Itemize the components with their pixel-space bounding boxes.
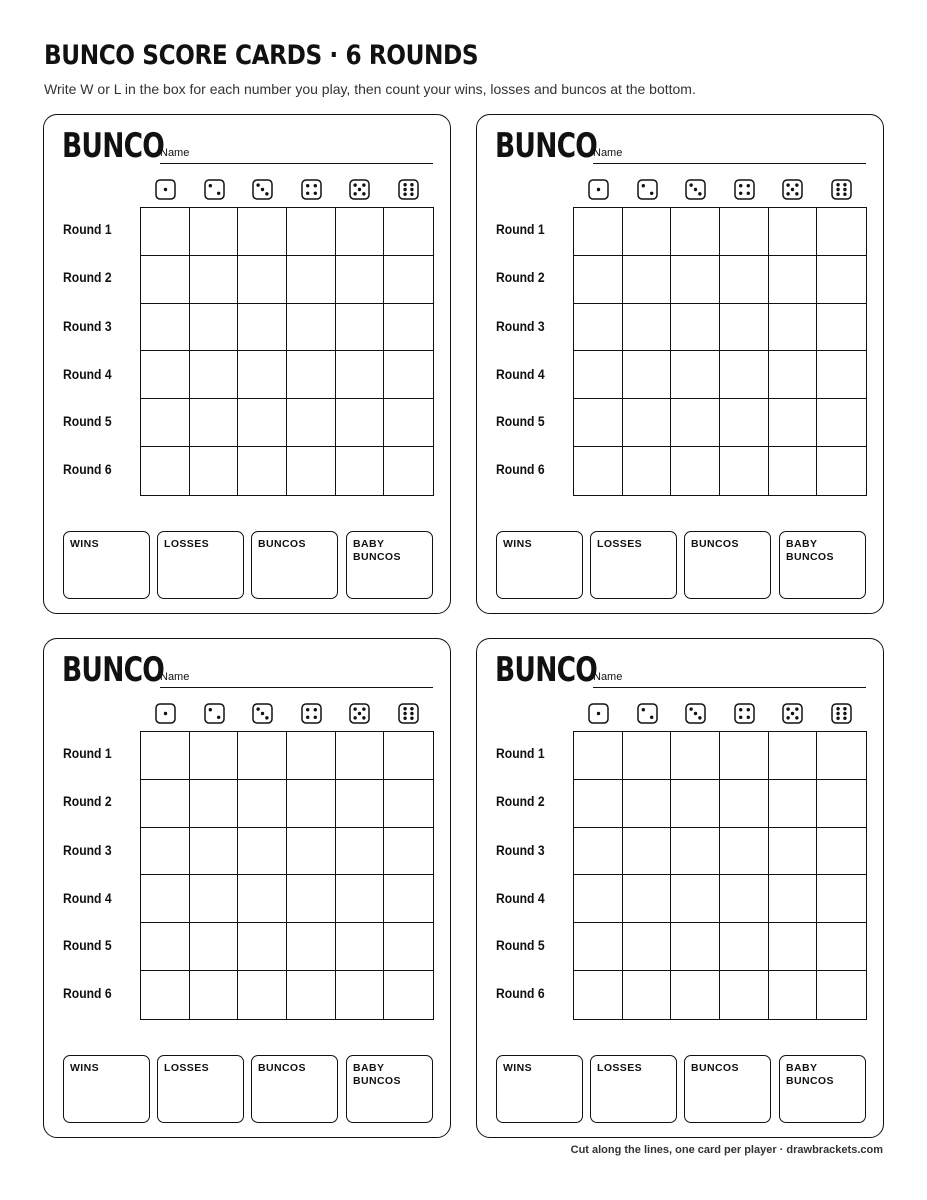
score-cell[interactable] — [141, 828, 190, 876]
round-label: Round 3 — [63, 319, 112, 334]
card-title: BUNCO — [495, 650, 598, 690]
score-cell[interactable] — [817, 923, 866, 971]
score-cell[interactable] — [720, 447, 769, 495]
score-cell[interactable] — [671, 447, 720, 495]
footer-note: Cut along the lines, one card per player · drawbrackets.com — [570, 1144, 883, 1156]
score-grid — [573, 731, 867, 1020]
score-cell[interactable] — [384, 828, 433, 876]
die-1-icon — [155, 179, 176, 200]
score-cell[interactable] — [817, 304, 866, 352]
score-card — [476, 638, 884, 1138]
tally-box[interactable] — [496, 1055, 583, 1123]
score-cell[interactable] — [190, 304, 239, 352]
score-cell[interactable] — [141, 399, 190, 447]
round-label: Round 4 — [496, 891, 545, 906]
score-grid — [140, 731, 434, 1020]
score-cell[interactable] — [238, 304, 287, 352]
score-cell[interactable] — [336, 304, 385, 352]
score-cell[interactable] — [190, 732, 239, 780]
tally-label: WINS — [70, 538, 100, 550]
tally-label: BUNCOS — [258, 1062, 306, 1074]
tally-box[interactable] — [63, 531, 150, 599]
round-label: Round 2 — [496, 794, 545, 809]
tally-label: BABY BUNCOS — [353, 538, 401, 564]
score-cell[interactable] — [817, 971, 866, 1019]
score-cell[interactable] — [769, 208, 818, 256]
score-cell[interactable] — [287, 828, 336, 876]
die-1-icon — [155, 703, 176, 724]
score-cell[interactable] — [720, 256, 769, 304]
score-cell[interactable] — [720, 923, 769, 971]
die-4-icon — [301, 703, 322, 724]
name-label: Name — [593, 671, 623, 683]
tally-box[interactable] — [779, 531, 866, 599]
die-3-icon — [685, 179, 706, 200]
score-cell[interactable] — [574, 208, 623, 256]
score-cell[interactable] — [574, 399, 623, 447]
score-cell[interactable] — [720, 971, 769, 1019]
tally-box[interactable] — [346, 531, 433, 599]
name-field[interactable] — [160, 148, 433, 164]
score-cell[interactable] — [623, 828, 672, 876]
score-cell[interactable] — [287, 780, 336, 828]
die-2-icon — [204, 179, 225, 200]
score-cell[interactable] — [141, 208, 190, 256]
score-cell[interactable] — [287, 304, 336, 352]
score-cell[interactable] — [769, 732, 818, 780]
round-label: Round 3 — [496, 843, 545, 858]
score-cell[interactable] — [190, 971, 239, 1019]
score-cell[interactable] — [769, 971, 818, 1019]
score-cell[interactable] — [384, 875, 433, 923]
score-cell[interactable] — [574, 875, 623, 923]
score-cell[interactable] — [769, 304, 818, 352]
score-cell[interactable] — [384, 256, 433, 304]
score-cell[interactable] — [817, 208, 866, 256]
score-cell[interactable] — [671, 780, 720, 828]
card-title: BUNCO — [495, 126, 598, 166]
score-cell[interactable] — [336, 780, 385, 828]
score-cell[interactable] — [190, 875, 239, 923]
score-cell[interactable] — [238, 351, 287, 399]
score-cell[interactable] — [623, 256, 672, 304]
tally-box[interactable] — [157, 1055, 244, 1123]
tally-box[interactable] — [63, 1055, 150, 1123]
score-cell[interactable] — [671, 875, 720, 923]
score-cell[interactable] — [384, 732, 433, 780]
tally-box[interactable] — [157, 531, 244, 599]
name-field[interactable] — [593, 148, 866, 164]
score-cell[interactable] — [336, 351, 385, 399]
score-cell[interactable] — [287, 875, 336, 923]
score-cell[interactable] — [623, 875, 672, 923]
name-field[interactable] — [160, 672, 433, 688]
tally-label: LOSSES — [164, 1062, 209, 1074]
score-cell[interactable] — [623, 780, 672, 828]
score-cell[interactable] — [623, 447, 672, 495]
score-cell[interactable] — [190, 256, 239, 304]
score-cell[interactable] — [769, 447, 818, 495]
score-cell[interactable] — [769, 875, 818, 923]
die-5-icon — [782, 179, 803, 200]
score-cell[interactable] — [574, 304, 623, 352]
score-cell[interactable] — [817, 732, 866, 780]
tally-box[interactable] — [779, 1055, 866, 1123]
score-grid — [140, 207, 434, 496]
score-cell[interactable] — [287, 447, 336, 495]
die-1-icon — [588, 179, 609, 200]
score-cell[interactable] — [720, 351, 769, 399]
score-cell[interactable] — [190, 208, 239, 256]
tally-label: LOSSES — [597, 1062, 642, 1074]
tally-label: BUNCOS — [691, 1062, 739, 1074]
round-label: Round 5 — [63, 414, 112, 429]
score-cell[interactable] — [623, 971, 672, 1019]
score-cell[interactable] — [720, 208, 769, 256]
score-cell[interactable] — [190, 828, 239, 876]
die-4-icon — [734, 179, 755, 200]
tally-label: WINS — [70, 1062, 100, 1074]
card-title: BUNCO — [62, 650, 165, 690]
score-cell[interactable] — [384, 304, 433, 352]
score-cell[interactable] — [384, 399, 433, 447]
die-6-icon — [398, 703, 419, 724]
score-cell[interactable] — [336, 875, 385, 923]
score-cell[interactable] — [574, 828, 623, 876]
round-label: Round 3 — [496, 319, 545, 334]
score-cell[interactable] — [817, 351, 866, 399]
score-cell[interactable] — [141, 780, 190, 828]
tally-label: BABY BUNCOS — [786, 1062, 834, 1088]
score-cell[interactable] — [141, 447, 190, 495]
score-cell[interactable] — [238, 875, 287, 923]
score-cell[interactable] — [671, 828, 720, 876]
score-cell[interactable] — [287, 208, 336, 256]
name-label: Name — [160, 671, 190, 683]
score-cell[interactable] — [574, 732, 623, 780]
die-4-icon — [734, 703, 755, 724]
score-cell[interactable] — [720, 304, 769, 352]
die-3-icon — [685, 703, 706, 724]
die-2-icon — [637, 703, 658, 724]
tally-box[interactable] — [684, 1055, 771, 1123]
round-label: Round 6 — [496, 462, 545, 477]
score-cell[interactable] — [671, 732, 720, 780]
score-cell[interactable] — [238, 828, 287, 876]
score-cell[interactable] — [238, 780, 287, 828]
score-cell[interactable] — [190, 447, 239, 495]
score-cell[interactable] — [287, 971, 336, 1019]
round-label: Round 6 — [63, 986, 112, 1001]
round-label: Round 4 — [63, 891, 112, 906]
tally-label: LOSSES — [597, 538, 642, 550]
score-card — [43, 638, 451, 1138]
die-4-icon — [301, 179, 322, 200]
score-cell[interactable] — [671, 208, 720, 256]
score-cell[interactable] — [574, 780, 623, 828]
round-label: Round 5 — [496, 938, 545, 953]
score-cell[interactable] — [336, 447, 385, 495]
score-cell[interactable] — [238, 256, 287, 304]
tally-label: BABY BUNCOS — [786, 538, 834, 564]
die-2-icon — [637, 179, 658, 200]
score-cell[interactable] — [238, 971, 287, 1019]
score-cell[interactable] — [141, 971, 190, 1019]
score-cell[interactable] — [287, 351, 336, 399]
score-cell[interactable] — [720, 399, 769, 447]
tally-box[interactable] — [496, 531, 583, 599]
die-5-icon — [349, 179, 370, 200]
page-subtitle: Write W or L in the box for each number you play, then count your wins, losses and buncos at the bottom. — [44, 81, 696, 97]
score-cell[interactable] — [384, 923, 433, 971]
die-3-icon — [252, 179, 273, 200]
round-label: Round 5 — [496, 414, 545, 429]
round-label: Round 4 — [63, 367, 112, 382]
score-cell[interactable] — [287, 732, 336, 780]
score-cell[interactable] — [238, 208, 287, 256]
score-cell[interactable] — [671, 399, 720, 447]
die-2-icon — [204, 703, 225, 724]
score-cell[interactable] — [623, 208, 672, 256]
score-cell[interactable] — [720, 780, 769, 828]
score-cell[interactable] — [817, 399, 866, 447]
round-label: Round 5 — [63, 938, 112, 953]
tally-label: BUNCOS — [691, 538, 739, 550]
tally-label: BUNCOS — [258, 538, 306, 550]
tally-box[interactable] — [684, 531, 771, 599]
score-cell[interactable] — [238, 447, 287, 495]
card-title: BUNCO — [62, 126, 165, 166]
round-label: Round 1 — [496, 746, 545, 761]
tally-label: LOSSES — [164, 538, 209, 550]
score-cell[interactable] — [336, 208, 385, 256]
round-label: Round 2 — [63, 794, 112, 809]
score-cell[interactable] — [384, 780, 433, 828]
score-cell[interactable] — [238, 732, 287, 780]
tally-box[interactable] — [251, 531, 338, 599]
score-cell[interactable] — [141, 732, 190, 780]
score-cell[interactable] — [623, 304, 672, 352]
die-6-icon — [831, 703, 852, 724]
die-1-icon — [588, 703, 609, 724]
score-cell[interactable] — [671, 304, 720, 352]
score-cell[interactable] — [769, 399, 818, 447]
score-cell[interactable] — [141, 923, 190, 971]
score-cell[interactable] — [769, 780, 818, 828]
tally-label: BABY BUNCOS — [353, 1062, 401, 1088]
score-cell[interactable] — [336, 399, 385, 447]
score-cell[interactable] — [671, 971, 720, 1019]
die-6-icon — [831, 179, 852, 200]
round-label: Round 1 — [63, 746, 112, 761]
score-grid — [573, 207, 867, 496]
score-cell[interactable] — [574, 351, 623, 399]
score-cell[interactable] — [190, 923, 239, 971]
tally-label: WINS — [503, 1062, 533, 1074]
score-cell[interactable] — [141, 304, 190, 352]
score-cell[interactable] — [384, 208, 433, 256]
score-cell[interactable] — [190, 399, 239, 447]
score-cell[interactable] — [336, 971, 385, 1019]
die-6-icon — [398, 179, 419, 200]
score-cell[interactable] — [287, 399, 336, 447]
score-cell[interactable] — [574, 923, 623, 971]
score-cell[interactable] — [769, 256, 818, 304]
score-cell[interactable] — [817, 828, 866, 876]
tally-box[interactable] — [346, 1055, 433, 1123]
score-cell[interactable] — [720, 732, 769, 780]
score-cell[interactable] — [287, 923, 336, 971]
score-cell[interactable] — [287, 256, 336, 304]
die-5-icon — [349, 703, 370, 724]
score-cell[interactable] — [623, 351, 672, 399]
score-cell[interactable] — [769, 351, 818, 399]
score-cell[interactable] — [817, 256, 866, 304]
round-label: Round 1 — [496, 222, 545, 237]
score-cell[interactable] — [384, 971, 433, 1019]
tally-box[interactable] — [590, 531, 677, 599]
round-label: Round 1 — [63, 222, 112, 237]
tally-box[interactable] — [590, 1055, 677, 1123]
score-cell[interactable] — [384, 351, 433, 399]
score-cell[interactable] — [141, 351, 190, 399]
score-card — [43, 114, 451, 614]
score-cell[interactable] — [623, 399, 672, 447]
die-3-icon — [252, 703, 273, 724]
tally-box[interactable] — [251, 1055, 338, 1123]
name-field[interactable] — [593, 672, 866, 688]
score-cell[interactable] — [336, 256, 385, 304]
round-label: Round 2 — [63, 270, 112, 285]
score-cell[interactable] — [671, 351, 720, 399]
score-cell[interactable] — [769, 923, 818, 971]
score-cell[interactable] — [190, 351, 239, 399]
score-cell[interactable] — [190, 780, 239, 828]
round-label: Round 6 — [63, 462, 112, 477]
score-cell[interactable] — [336, 828, 385, 876]
score-cell[interactable] — [238, 399, 287, 447]
score-cell[interactable] — [574, 447, 623, 495]
score-cell[interactable] — [720, 875, 769, 923]
score-cell[interactable] — [238, 923, 287, 971]
round-label: Round 6 — [496, 986, 545, 1001]
round-label: Round 2 — [496, 270, 545, 285]
name-label: Name — [160, 147, 190, 159]
score-cell[interactable] — [384, 447, 433, 495]
score-cell[interactable] — [336, 923, 385, 971]
score-cell[interactable] — [141, 875, 190, 923]
score-card — [476, 114, 884, 614]
score-cell[interactable] — [817, 447, 866, 495]
score-cell[interactable] — [671, 256, 720, 304]
score-cell[interactable] — [623, 732, 672, 780]
round-label: Round 4 — [496, 367, 545, 382]
score-cell[interactable] — [574, 256, 623, 304]
score-cell[interactable] — [671, 923, 720, 971]
score-cell[interactable] — [817, 875, 866, 923]
page-title: BUNCO SCORE CARDS · 6 ROUNDS — [44, 40, 479, 71]
score-cell[interactable] — [720, 828, 769, 876]
name-label: Name — [593, 147, 623, 159]
score-cell[interactable] — [769, 828, 818, 876]
tally-label: WINS — [503, 538, 533, 550]
score-cell[interactable] — [141, 256, 190, 304]
score-cell[interactable] — [574, 971, 623, 1019]
round-label: Round 3 — [63, 843, 112, 858]
die-5-icon — [782, 703, 803, 724]
score-cell[interactable] — [336, 732, 385, 780]
score-cell[interactable] — [623, 923, 672, 971]
score-cell[interactable] — [817, 780, 866, 828]
